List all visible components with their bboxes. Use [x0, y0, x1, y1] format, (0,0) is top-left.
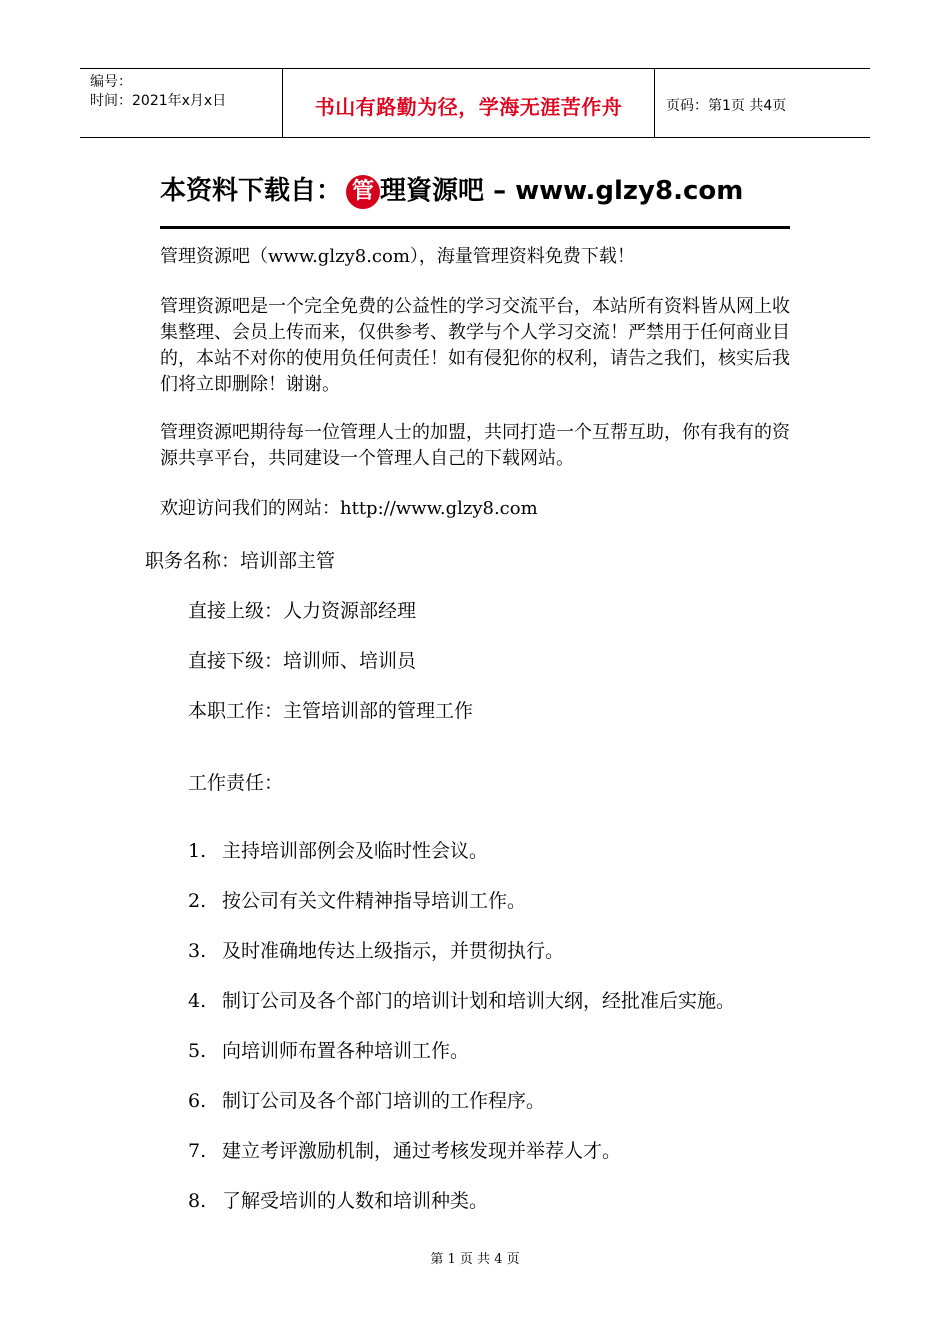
duty-text: 按公司有关文件精神指导培训工作。	[222, 890, 527, 912]
banner-title	[160, 170, 743, 209]
site-logo-icon: 管	[346, 175, 380, 209]
duty-list	[188, 836, 735, 1236]
header-divider	[654, 69, 655, 137]
job-title: 职务名称：培训部主管	[145, 550, 336, 572]
duty-item	[188, 886, 735, 936]
page-header	[80, 68, 870, 138]
duty-number: 1.	[188, 840, 207, 862]
page-footer: 第 1 页 共 4 页	[430, 1252, 520, 1267]
banner-title-brand: 理資源吧 – www.glzy8.com	[380, 176, 744, 206]
duty-item	[188, 986, 735, 1036]
duty-number: 3.	[188, 940, 207, 962]
notice-invitation	[160, 420, 800, 472]
duty-number: 2.	[188, 890, 207, 912]
header-meta	[90, 73, 226, 111]
direct-subordinate: 直接下级：培训师、培训员	[188, 650, 417, 672]
download-banner	[160, 170, 790, 232]
banner-title-prefix: 本资料下载自：	[160, 176, 343, 206]
duty-number: 4.	[188, 990, 207, 1012]
duty-item	[188, 1186, 735, 1236]
duty-text: 向培训师布置各种培训工作。	[222, 1040, 470, 1062]
duty-number: 6.	[188, 1090, 207, 1112]
notice-visit-text: 欢迎访问我们的网站：http://www.glzy8.com	[160, 498, 538, 519]
duty-item	[188, 836, 735, 886]
notice-disclaimer	[160, 294, 800, 398]
duty-item	[188, 1036, 735, 1086]
header-motto: 书山有路勤为径，学海无涯苦作舟	[314, 95, 623, 119]
duty-number: 8.	[188, 1190, 207, 1212]
banner-divider	[160, 226, 790, 229]
document-time-label: 时间：2021年x月x日	[90, 93, 227, 109]
duty-item	[188, 936, 735, 986]
duty-text: 了解受培训的人数和培训种类。	[222, 1190, 489, 1212]
duty-text: 制订公司及各个部门培训的工作程序。	[222, 1090, 546, 1112]
duty-text: 建立考评激励机制，通过考核发现并举荐人才。	[222, 1140, 622, 1162]
header-page-info: 页码：第1页 共4页	[666, 98, 787, 114]
duty-number: 7.	[188, 1140, 207, 1162]
duty-text: 及时准确地传达上级指示，并贯彻执行。	[222, 940, 565, 962]
notice-intro: 管理资源吧（www.glzy8.com），海量管理资料免费下载！	[160, 246, 635, 267]
notice-disclaimer-text: 管理资源吧是一个完全免费的公益性的学习交流平台，本站所有资料皆从网上收集整理、会员上传而来，仅供参考、教学与个人学习交流！严禁用于任何商业目的，本站不对你的使用负任何责任！如有侵犯你的权利，请告之我们，核实后我们将立即删除！谢谢。	[160, 296, 790, 395]
duty-item	[188, 1136, 735, 1186]
duty-number: 5.	[188, 1040, 207, 1062]
duties-heading: 工作责任：	[188, 772, 284, 794]
duty-text: 制订公司及各个部门的培训计划和培训大纲，经批准后实施。	[222, 990, 736, 1012]
main-work: 本职工作：主管培训部的管理工作	[188, 700, 474, 722]
direct-superior: 直接上级：人力资源部经理	[188, 600, 417, 622]
notice-visit	[160, 496, 800, 522]
notice-line	[160, 244, 800, 270]
duty-text: 主持培训部例会及临时性会议。	[222, 840, 489, 862]
duty-item	[188, 1086, 735, 1136]
document-number-label: 编号：	[90, 74, 132, 90]
notice-invitation-text: 管理资源吧期待每一位管理人士的加盟，共同打造一个互帮互助，你有我有的资源共享平台，共同建设一个管理人自己的下载网站。	[160, 422, 790, 469]
